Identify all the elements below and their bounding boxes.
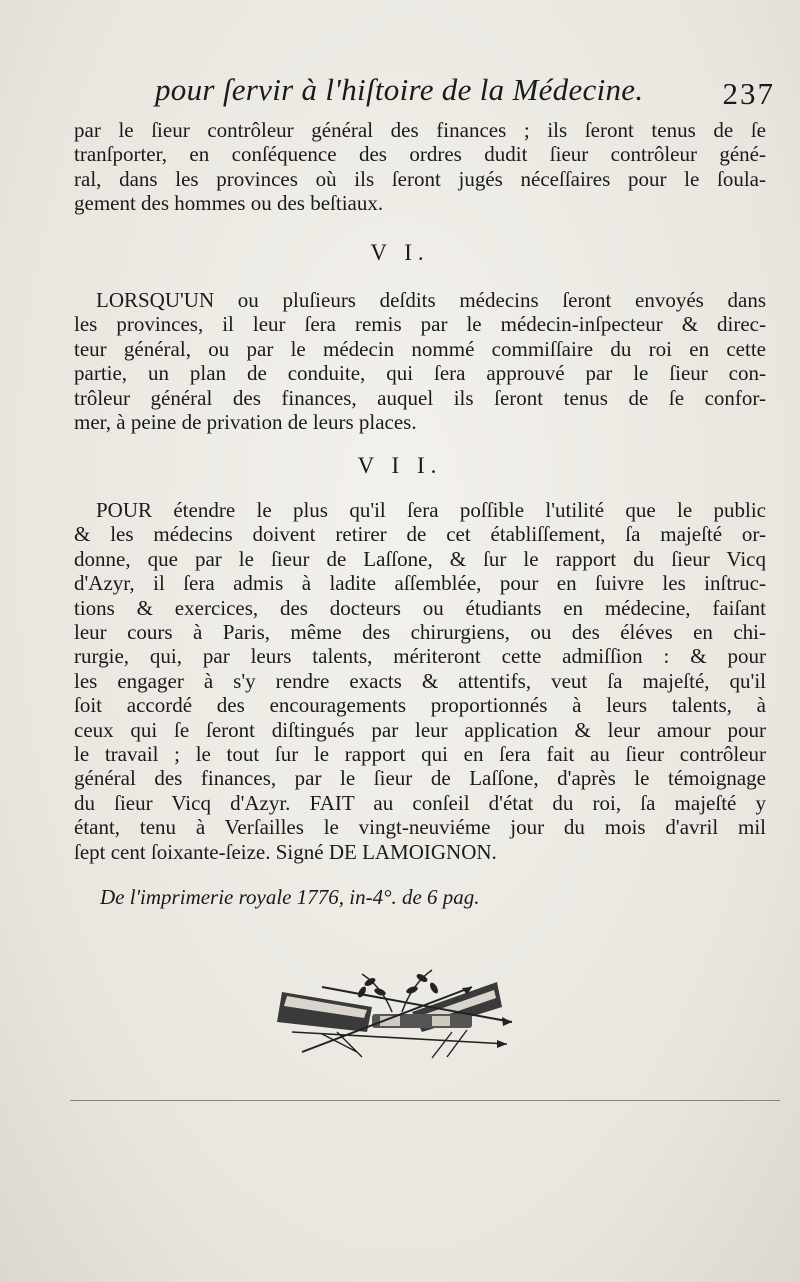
text-line: ſept cent ſoixante-ſeize. Signé DE LAMOIGNON.: [74, 839, 497, 864]
text-line: général des finances, par le ſieur de Laſſone, d'après le témoignage: [74, 766, 766, 791]
text-line: ſoit accordé des encouragements proportionnés à leurs talents, à: [74, 693, 766, 718]
text-line: ral, dans les provinces où ils ſeront jugés néceſſaires pour le ſoula-: [74, 166, 766, 191]
text-line: teur général, ou par le médecin nommé commiſſaire du roi en cette: [74, 336, 766, 361]
trophy-of-flags-and-branches-icon: [262, 962, 522, 1062]
text-line: les engager à s'y rendre exacts & attentifs, veut ſa majeſté, qu'il: [74, 668, 766, 693]
text-line: les provinces, il leur ſera remis par le médecin-inſpecteur & direc-: [74, 312, 766, 337]
text-line: mer, à peine de privation de leurs places.: [74, 410, 417, 435]
running-title: pour ſervir à l'hiſtoire de la Médecine.: [155, 72, 644, 107]
text-line: partie, un plan de conduite, qui ſera approuvé par le ſieur con-: [74, 361, 766, 386]
text-line: d'Azyr, il ſera admis à ladite aſſemblée, pour en ſuivre les inſtruc-: [74, 571, 766, 596]
text-line: par le ſieur contrôleur général des finances ; ils ſeront tenus de ſe: [74, 118, 766, 142]
footnote-rule: [70, 1100, 780, 1101]
text-line: ceux qui ſe ſeront diſtingués par leur application & leur amour pour: [74, 717, 766, 742]
text-line: rurgie, qui, par leurs talents, mériteront cette admiſſion : & pour: [74, 644, 766, 669]
text-line: tions & exercices, des docteurs ou étudiants en médecine, faiſant: [74, 595, 766, 620]
text-line: & les médecins doivent retirer de cet établiſſement, ſa majeſté or-: [74, 522, 766, 547]
running-head: [155, 72, 775, 116]
page-number: 237: [722, 76, 775, 111]
imprint-line: De l'imprimerie royale 1776, in-4°. de 6 pag.: [100, 885, 480, 909]
section-heading-6: V I.: [370, 240, 430, 265]
text-line: du ſieur Vicq d'Azyr. FAIT au conſeil d'état du roi, ſa majeſté y: [74, 790, 766, 815]
text-line: trôleur général des finances, auquel ils ſeront tenus de ſe confor-: [74, 385, 766, 410]
text-line: étant, tenu à Verſailles le vingt-neuviéme jour du mois d'avril mil: [74, 815, 766, 840]
section-7-paragraph: [74, 498, 766, 864]
text-line: LORSQU'UN ou pluſieurs deſdits médecins ſeront envoyés dans: [96, 288, 766, 312]
text-line: leur cours à Paris, même des chirurgiens, ou des éléves en chi-: [74, 620, 766, 645]
text-line: gement des hommes ou des beſtiaux.: [74, 191, 384, 216]
paragraph-continuation: [74, 118, 766, 216]
text-line: donne, que par le ſieur de Laſſone, & ſur le rapport du ſieur Vicq: [74, 546, 766, 571]
text-line: POUR étendre le plus qu'il ſera poſſible l'utilité que le public: [96, 498, 766, 522]
section-6-paragraph: [74, 288, 766, 434]
text-line: le travail ; le tout ſur le rapport qui en ſera fait au ſieur contrôleur: [74, 742, 766, 767]
section-heading-7: V I I.: [357, 453, 443, 478]
text-line: tranſporter, en conſéquence des ordres dudit ſieur contrôleur géné-: [74, 142, 766, 167]
